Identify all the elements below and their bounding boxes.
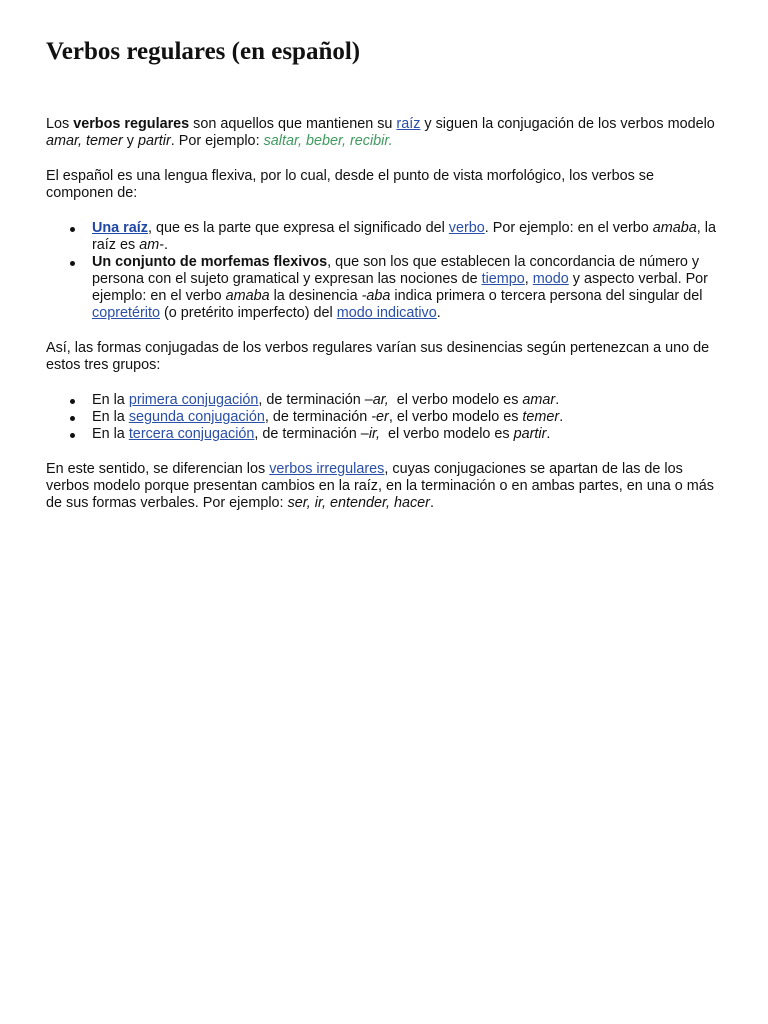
morfemas-text-4: la desinencia: [269, 288, 362, 304]
raiz-italic-2: am-: [139, 237, 164, 253]
morfemas-italic-2: -aba: [361, 288, 391, 304]
morfemas-text-2: ,: [524, 271, 533, 287]
intro-text-2: son aquellos que mantienen su: [189, 116, 397, 132]
link-primera-conjugacion[interactable]: primera conjugación: [128, 392, 259, 408]
segunda-text-1: En la: [92, 409, 129, 425]
segunda-text-2: , de terminación: [264, 409, 372, 425]
irregular-paragraph: [46, 461, 718, 512]
primera-text-1: En la: [92, 392, 129, 408]
link-una-raiz[interactable]: Una raíz: [92, 220, 148, 236]
intro-paragraph: [46, 116, 718, 150]
tercera-ending: ir,: [368, 426, 381, 442]
list-item-tercera: [46, 426, 718, 443]
link-modo-indicativo[interactable]: modo indicativo: [336, 305, 437, 321]
intro-text-1: Los: [46, 116, 74, 132]
raiz-text-4: .: [163, 237, 168, 253]
primera-model: amar: [522, 392, 556, 408]
link-copreterito[interactable]: copretérito: [92, 305, 160, 321]
tercera-text-3: el verbo modelo es: [380, 426, 514, 442]
segunda-model: temer: [522, 409, 560, 425]
composition-paragraph: El español es una lengua flexiva, por lo cual, desde el punto de vista morfológico, los verbos se componen de:: [46, 168, 654, 201]
link-tiempo[interactable]: tiempo: [481, 271, 525, 287]
intro-text-5: . Por ejemplo:: [170, 133, 264, 149]
link-verbo[interactable]: verbo: [448, 220, 485, 236]
groups-paragraph: Así, las formas conjugadas de los verbos regulares varían sus desinencias según pertenezcan a uno de estos tres grupos:: [46, 340, 710, 373]
tercera-text-1: En la: [92, 426, 129, 442]
primera-text-3: el verbo modelo es: [388, 392, 523, 408]
primera-ending: ar,: [372, 392, 389, 408]
link-modo[interactable]: modo: [532, 271, 569, 287]
irregular-text-1: En este sentido, se diferencian los: [46, 461, 270, 477]
raiz-text-3: , la raíz es: [92, 220, 716, 253]
intro-italic-1: amar, temer: [46, 133, 123, 149]
tercera-model: partir: [513, 426, 547, 442]
tercera-text-2: , de terminación –: [254, 426, 369, 442]
conjugation-list: [46, 392, 718, 443]
link-verbos-irregulares[interactable]: verbos irregulares: [269, 461, 385, 477]
link-raiz[interactable]: raíz: [396, 116, 421, 132]
document-page: [46, 36, 718, 530]
morfemas-text-7: .: [436, 305, 441, 321]
raiz-text-1: , que es la parte que expresa el significado del: [147, 220, 449, 236]
intro-text-3: y siguen la conjugación de los verbos modelo: [420, 116, 715, 132]
segunda-text-3: , el verbo modelo es: [388, 409, 523, 425]
page-title: Verbos regulares (en español): [46, 38, 361, 65]
morfemas-italic-1: amaba: [225, 288, 270, 304]
intro-examples: saltar, beber, recibir.: [263, 133, 393, 149]
irregular-text-2: , cuyas conjugaciones se apartan de las de los verbos modelo porque presentan cambios en la raíz, en la terminación o en ambas partes, en una o más de sus formas verbales. Por ejemplo:: [46, 461, 714, 511]
list-item-segunda: [46, 409, 718, 426]
list-item-morfemas: [46, 254, 718, 322]
morfemas-text-3: y aspecto verbal. Por ejemplo: en el verbo: [92, 271, 708, 304]
intro-text-4: y: [122, 133, 138, 149]
irregular-text-3: .: [429, 495, 434, 511]
morfemas-text-1: , que son los que establecen la concordancia de número y persona con el sujeto gramatical y expresan las nociones de: [92, 254, 700, 287]
raiz-italic-1: amaba: [652, 220, 697, 236]
list-item-primera: [46, 392, 718, 409]
tercera-text-4: .: [546, 426, 551, 442]
segunda-ending: -er: [371, 409, 389, 425]
raiz-text-2: . Por ejemplo: en el verbo: [484, 220, 653, 236]
link-segunda-conjugacion[interactable]: segunda conjugación: [128, 409, 265, 425]
morfemas-text-5: indica primera o tercera persona del singular del: [390, 288, 703, 304]
intro-bold-term: verbos regulares: [73, 116, 190, 132]
irregular-examples: ser, ir, entender, hacer: [287, 495, 430, 511]
intro-italic-2: partir: [137, 133, 171, 149]
list-item-raiz: [46, 220, 718, 254]
primera-text-4: .: [555, 392, 560, 408]
segunda-text-4: .: [559, 409, 564, 425]
morfemas-bold-term: Un conjunto de morfemas flexivos: [92, 254, 328, 270]
morfemas-text-6: (o pretérito imperfecto) del: [160, 305, 337, 321]
primera-text-2: , de terminación –: [258, 392, 373, 408]
link-tercera-conjugacion[interactable]: tercera conjugación: [128, 426, 255, 442]
composition-list: [46, 220, 718, 322]
